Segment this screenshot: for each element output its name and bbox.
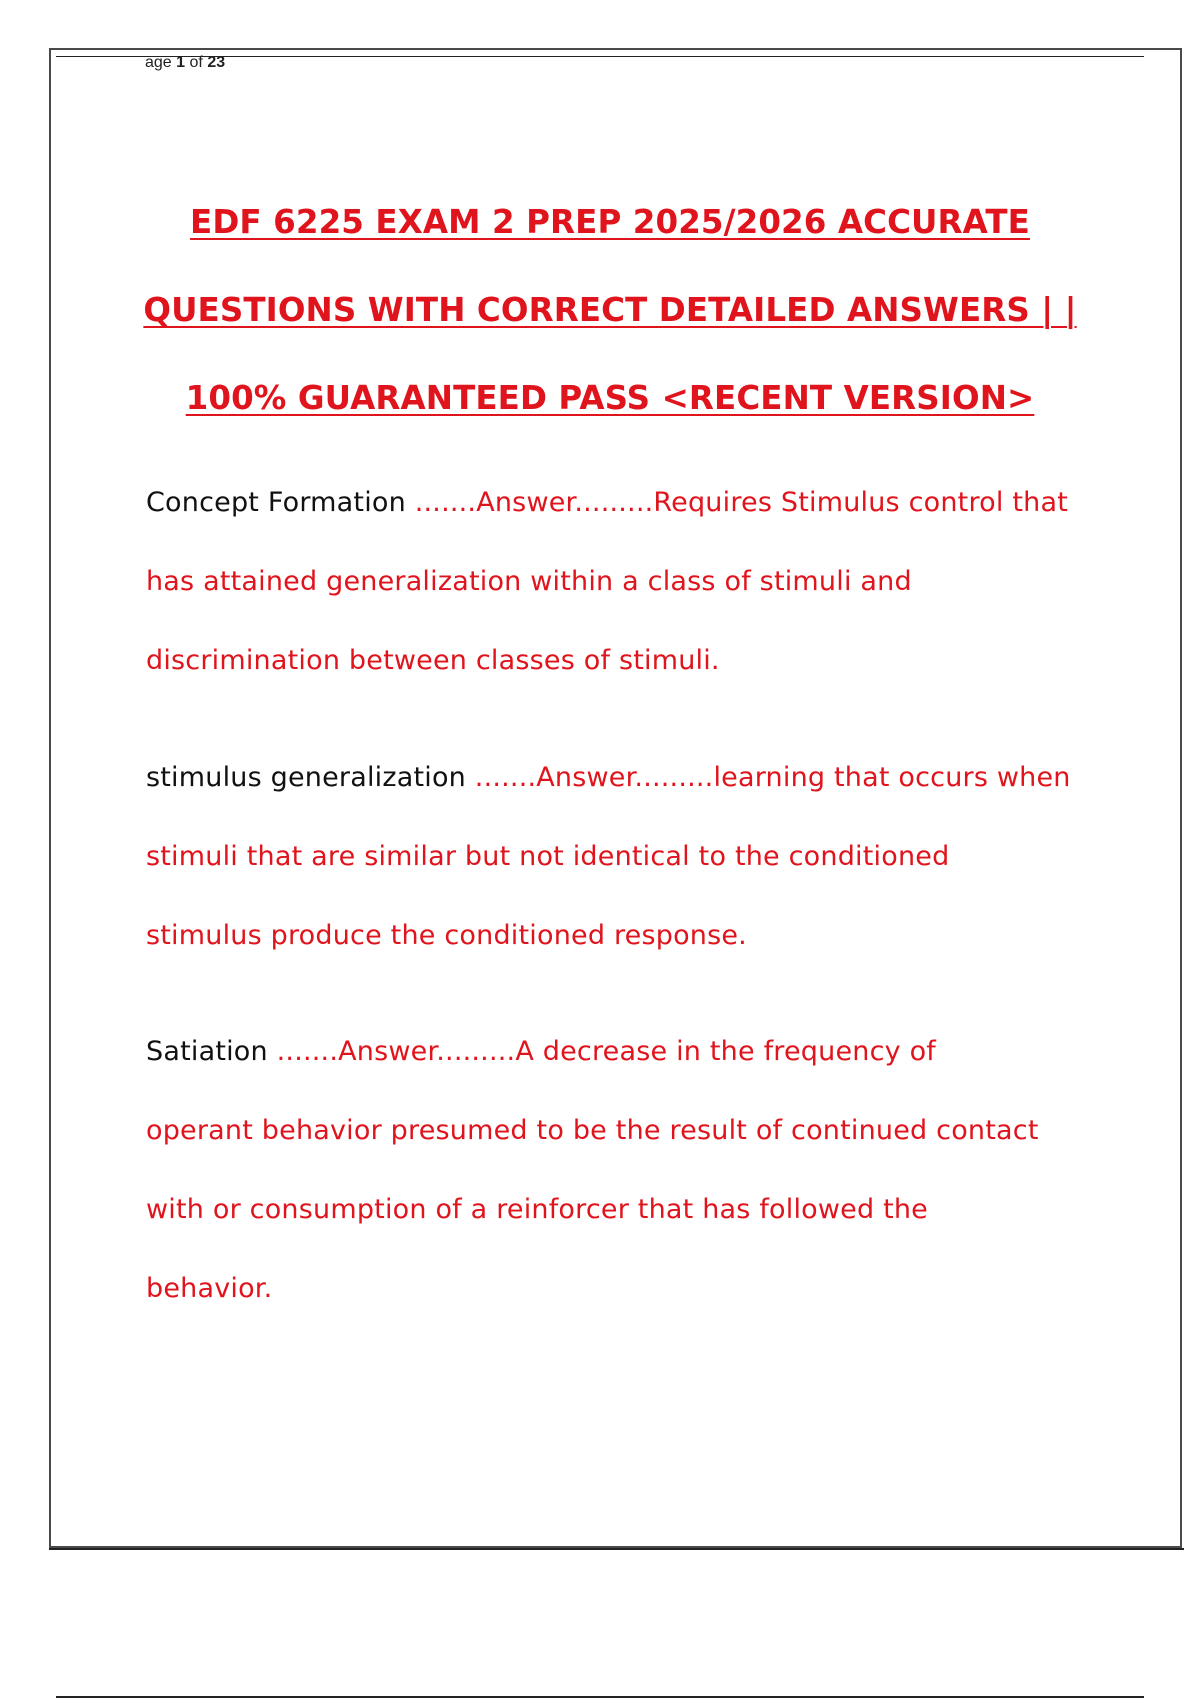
qa-answer-line: Requires Stimulus control that [653,487,1068,518]
title-line-1: EDF 6225 EXAM 2 PREP 2025/2026 ACCURATE [190,203,1030,241]
qa-answer-line: stimuli that are similar but not identical to the conditioned [146,841,950,872]
qa-term: Satiation [146,1036,268,1067]
title-line-2: QUESTIONS WITH CORRECT DETAILED ANSWERS | | [143,291,1077,329]
qa-item-satiation [146,1012,1086,1328]
bottom-rule [56,1696,1144,1698]
page-number-label [145,53,225,73]
qa-term: Concept Formation [146,487,406,518]
title-line-3: 100% GUARANTEED PASS <RECENT VERSION> [185,379,1035,417]
qa-term: stimulus generalization [146,762,466,793]
qa-separator: .......Answer......... [267,1036,516,1067]
qa-answer-line: has attained generalization within a class of stimuli and [146,566,912,597]
qa-item-concept-formation [146,463,1086,700]
qa-answer-line: behavior. [146,1273,273,1304]
qa-answer-line: stimulus produce the conditioned response. [146,920,747,951]
page-of: of [189,54,203,71]
qa-answer-line: learning that occurs when [713,762,1071,793]
qa-answer-line: operant behavior presumed to be the result of continued contact [146,1115,1039,1146]
qa-answer-line: A decrease in the frequency of [515,1036,937,1067]
qa-answer-line: discrimination between classes of stimuli. [146,645,720,676]
qa-separator: .......Answer......... [405,487,654,518]
page-total: 23 [207,54,226,71]
page-prefix: age [145,54,172,71]
page-current: 1 [176,54,186,71]
document-title [140,178,1080,442]
qa-answer-line: with or consumption of a reinforcer that has followed the [146,1194,928,1225]
qa-separator: .......Answer......... [466,762,714,793]
qa-item-stimulus-generalization [146,738,1086,975]
